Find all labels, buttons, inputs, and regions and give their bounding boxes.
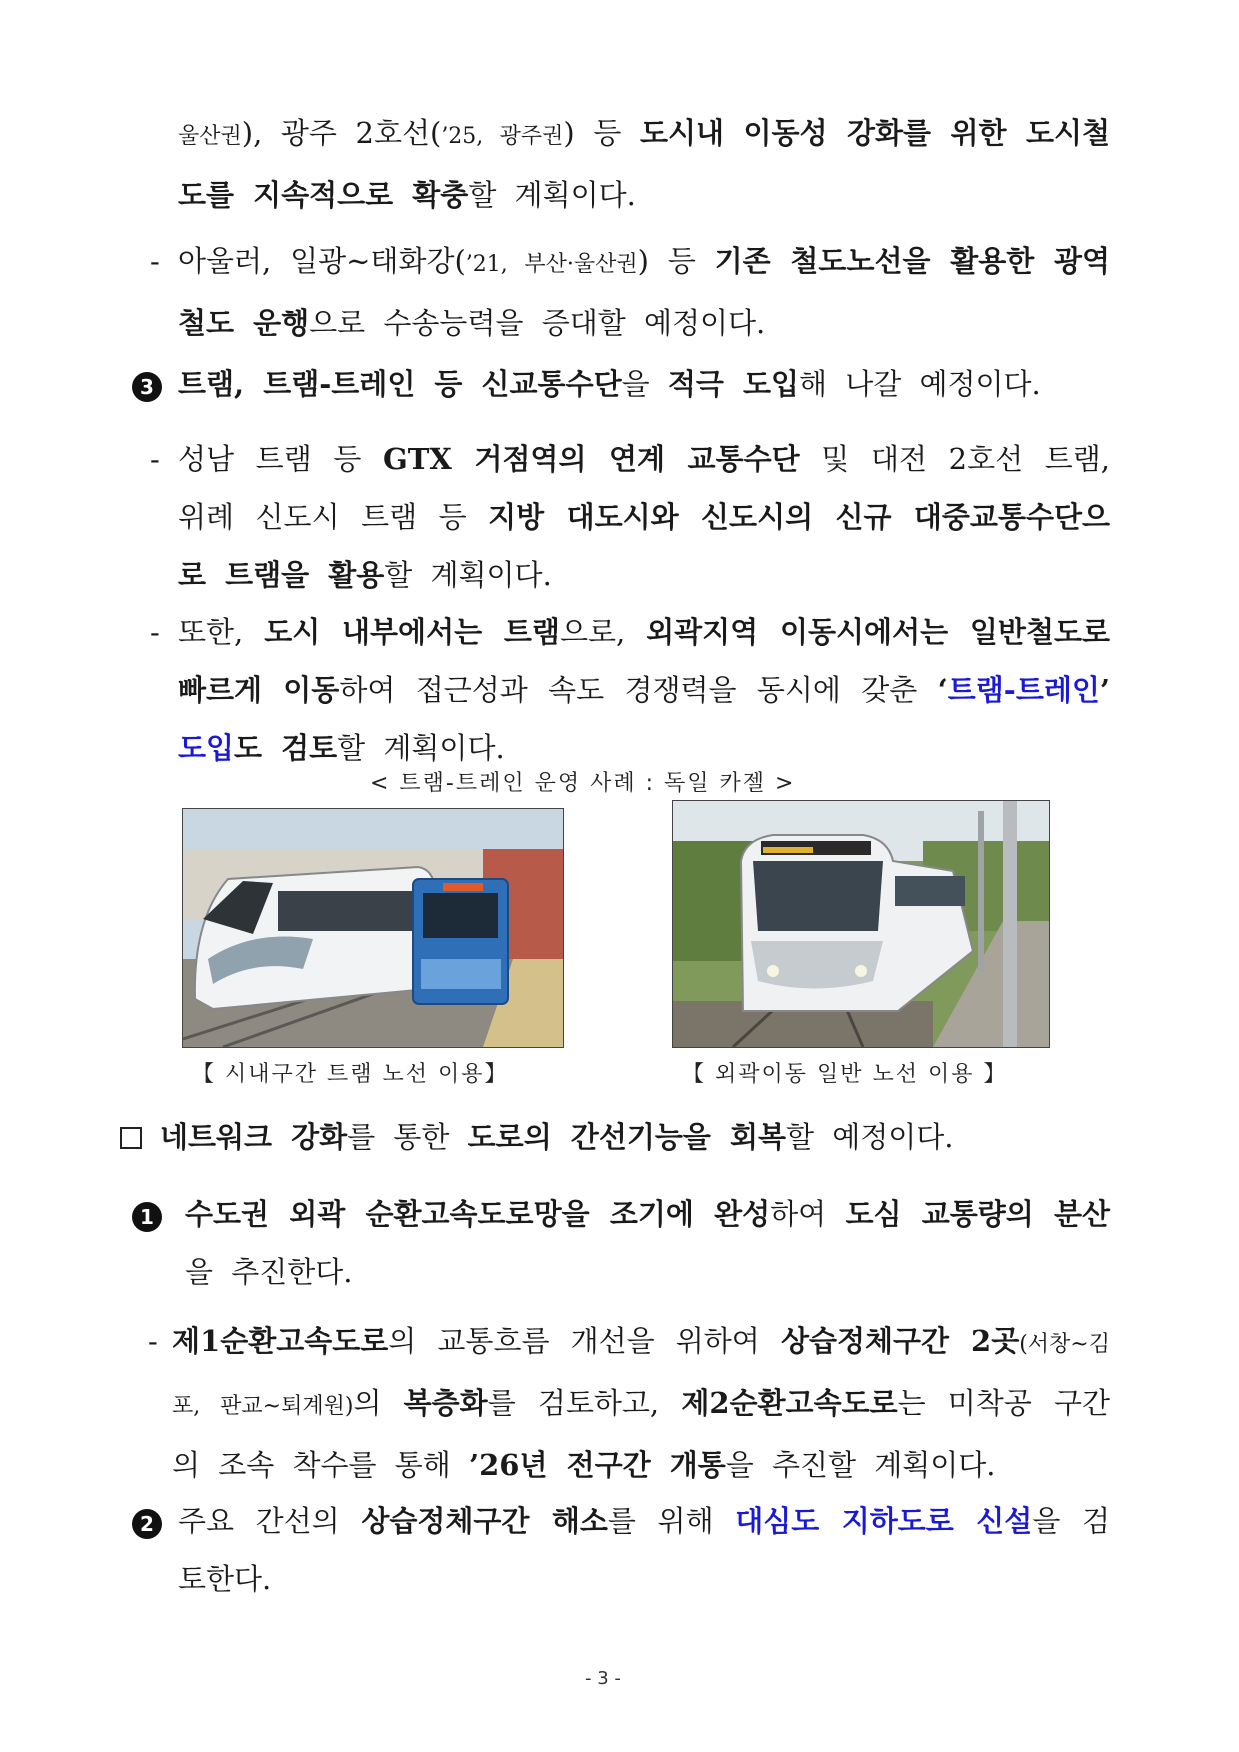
heading-road-network: 네트워크 강화를 통한 도로의 간선기능을 회복할 예정이다. — [160, 1120, 954, 1154]
photo-city-tram — [182, 808, 564, 1048]
checkbox-square-icon — [120, 1110, 142, 1168]
paragraph-expressway-plan: 제1순환고속도로의 교통흐름 개선을 위하여 상습정체구간 2곳(서창~김포, 판교~퇴계원)의 복층화를 검토하고, 제2순환고속도로는 미착공 구간의 조속 착수를 통해 ’26년 전구간 개통을 추진할 계획이다. — [172, 1324, 1111, 1482]
circled-number-icon: 2 — [132, 1509, 162, 1539]
paragraph-regional-rail: 아울러, 일광∼태화강(’21, 부산·울산권) 등 기존 철도노선을 활용한 광역철도 운행으로 수송능력을 증대할 예정이다. — [178, 244, 1110, 340]
circled-number-icon: 3 — [132, 372, 162, 402]
heading-new-transport: 트램, 트램-트레인 등 신교통수단을 적극 도입해 나갈 예정이다. — [178, 367, 1041, 401]
dash-bullet: - — [148, 1324, 158, 1358]
number-3-bullet — [132, 355, 162, 413]
caption-city-section: 【 시내구간 트램 노선 이용】 — [192, 1062, 509, 1087]
paragraph-urban-rail: 울산권), 광주 2호선(’25, 광주권) 등 도시내 이동성 강화를 위한 도시철도를 지속적으로 확충할 계획이다. — [178, 116, 1111, 212]
dash-bullet: - — [150, 244, 160, 278]
photo-outer-train — [672, 800, 1050, 1048]
paragraph-underground-road: 주요 간선의 상습정체구간 해소를 위해 대심도 지하도로 신설을 검토한다. — [178, 1504, 1110, 1596]
number-2-bullet — [132, 1492, 162, 1550]
caption-outer-section: 【 외곽이동 일반 노선 이용 】 — [682, 1062, 1008, 1087]
paragraph-ring-expressway: 수도권 외곽 순환고속도로망을 조기에 완성하여 도심 교통량의 분산을 추진한다. — [185, 1197, 1111, 1289]
circled-number-icon: 1 — [132, 1202, 162, 1232]
page-number: - 3 - — [585, 1668, 621, 1689]
dash-bullet: - — [150, 442, 160, 476]
tram-train-illustration — [673, 801, 1049, 1047]
tram-city-illustration — [183, 809, 563, 1047]
paragraph-tram-use: 성남 트램 등 GTX 거점역의 연계 교통수단 및 대전 2호선 트램, 위례 신도시 트램 등 지방 대도시와 신도시의 신규 대중교통수단으로 트램을 활용할 계획이다. — [178, 442, 1111, 592]
paragraph-tram-train: 또한, 도시 내부에서는 트램으로, 외곽지역 이동시에서는 일반철도로 빠르게 이동하여 접근성과 속도 경쟁력을 동시에 갖춘 ‘트램-트레인’ 도입도 검토할 계획이다. — [178, 615, 1110, 765]
number-1-bullet — [132, 1185, 162, 1243]
dash-bullet: - — [150, 615, 160, 649]
figure-title: < 트램-트레인 운영 사례 : 독일 카젤 > — [370, 771, 796, 796]
